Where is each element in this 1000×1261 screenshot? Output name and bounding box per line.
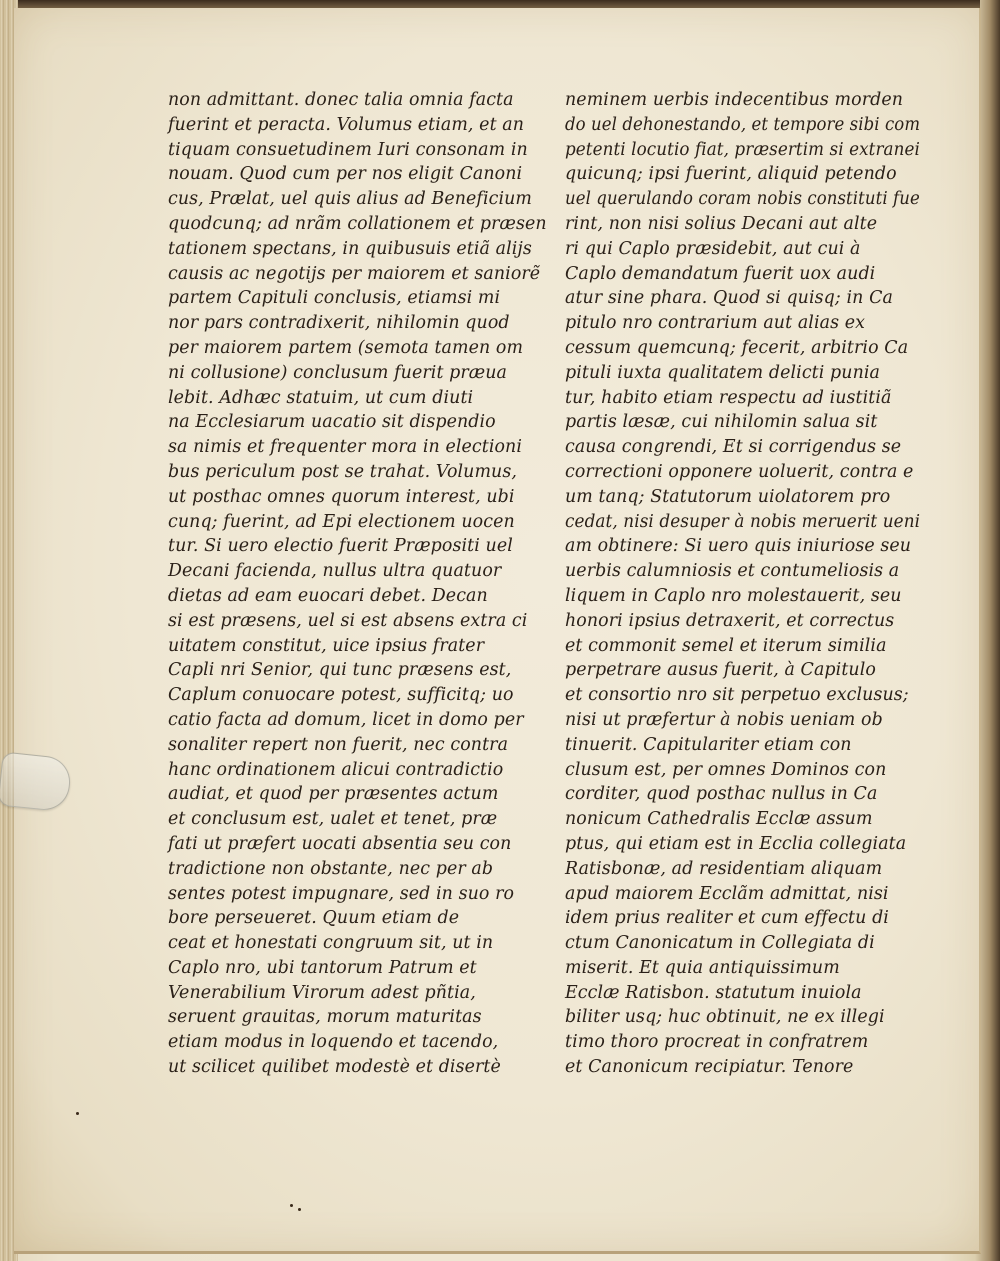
- text-line: Capli nri Senior, qui tunc præsens est,: [168, 660, 512, 681]
- text-line: causis ac negotijs per maiorem et saniorẽ: [168, 263, 541, 284]
- text-line: lebit. Adhæc statuim, ut cum diuti: [168, 387, 474, 408]
- text-line: Caplo nro, ubi tantorum Patrum et: [168, 957, 477, 978]
- text-line: Caplo demandatum fuerit uox audi: [565, 263, 876, 284]
- text-line: et commonit semel et iterum similia: [565, 635, 887, 656]
- text-line: pituli iuxta qualitatem delicti punia: [565, 362, 880, 383]
- text-line: ptus, qui etiam est in Ecclia collegiata: [565, 833, 907, 854]
- text-line: audiat, et quod per præsentes actum: [168, 784, 499, 805]
- text-line: causa congrendi, Et si corrigendus se: [565, 437, 902, 458]
- text-line: per maiorem partem (semota tamen om: [168, 337, 524, 358]
- text-line: seruent grauitas, morum maturitas: [168, 1007, 482, 1028]
- text-line: um tanq; Statutorum uiolatorem pro: [565, 486, 891, 507]
- text-line: et consortio nro sit perpetuo exclusus;: [565, 685, 909, 706]
- text-line: Caplum conuocare potest, sufficitq; uo: [168, 685, 514, 706]
- text-line: nor pars contradixerit, nihilomin quod: [168, 313, 510, 334]
- text-line: partis læsæ, cui nihilomin salua sit: [565, 412, 878, 433]
- text-line: ut scilicet quilibet modestè et disertè: [168, 1057, 501, 1078]
- text-line: cedat, nisi desuper à nobis meruerit ueni: [565, 511, 921, 532]
- text-line: fuerint et peracta. Volumus etiam, et an: [168, 114, 525, 135]
- text-line: non admittant. donec talia omnia facta: [168, 90, 514, 110]
- text-line: tiquam consuetudinem Iuri consonam in: [168, 139, 528, 160]
- text-line: si est præsens, uel si est absens extra ci: [168, 610, 528, 631]
- text-line: tradictione non obstante, nec per ab: [168, 858, 494, 879]
- text-line: perpetrare ausus fuerit, à Capitulo: [565, 660, 876, 681]
- text-line: am obtinere: Si uero quis iniuriose seu: [565, 536, 912, 557]
- text-line: quicunq; ipsi fuerint, aliquid petendo: [565, 164, 897, 185]
- text-line: sa nimis et frequenter mora in electioni: [168, 437, 523, 458]
- text-line: correctioni opponere uoluerit, contra e: [565, 461, 914, 482]
- text-line: na Ecclesiarum uacatio sit dispendio: [168, 412, 496, 433]
- text-line: nisi ut præfertur à nobis ueniam ob: [565, 709, 883, 730]
- text-line: corditer, quod posthac nullus in Ca: [565, 784, 878, 805]
- text-line: liquem in Caplo nro molestauerit, seu: [565, 585, 902, 606]
- text-line: cus, Prælat, uel quis alius ad Beneficium: [168, 189, 533, 210]
- text-line: ri qui Caplo præsidebit, aut cui à: [565, 238, 861, 259]
- text-line: ceat et honestati congruum sit, ut in: [168, 933, 494, 954]
- text-line: quodcunq; ad nrãm collationem et præsen: [168, 213, 547, 234]
- text-line: miserit. Et quia antiquissimum: [565, 957, 840, 978]
- text-line: Ratisbonæ, ad residentiam aliquam: [565, 858, 883, 879]
- text-line: clusum est, per omnes Dominos con: [565, 759, 887, 780]
- text-line: bus periculum post se trahat. Volumus,: [168, 461, 518, 482]
- text-line: hanc ordinationem alicui contradictio: [168, 759, 504, 780]
- text-line: et conclusum est, ualet et tenet, præ: [168, 809, 498, 830]
- text-line: fati ut præfert uocati absentia seu con: [168, 833, 512, 854]
- ink-speck: [290, 1204, 293, 1207]
- text-line: biliter usq; huc obtinuit, ne ex illegi: [565, 1007, 885, 1028]
- text-line: tinuerit. Capitulariter etiam con: [565, 734, 852, 755]
- text-line: atur sine phara. Quod si quisq; in Ca: [565, 288, 893, 309]
- text-line: pitulo nro contrarium aut alias ex: [565, 313, 866, 334]
- text-line: cunq; fuerint, ad Epi electionem uocen: [168, 511, 515, 532]
- text-line: honori ipsius detraxerit, et correctus: [565, 610, 895, 631]
- text-line: tationem spectans, in quibusuis etiã alijs: [168, 238, 532, 259]
- text-line: partem Capituli conclusis, etiamsi mi: [168, 288, 501, 309]
- text-line: Decani facienda, nullus ultra quatuor: [168, 561, 502, 582]
- text-line: uitatem constitut, uice ipsius frater: [168, 635, 485, 656]
- text-line: idem prius realiter et cum effectu di: [565, 908, 889, 929]
- text-line: neminem uerbis indecentibus morden: [565, 90, 904, 110]
- text-line: tur. Si uero electio fuerit Præpositi uel: [168, 536, 513, 557]
- text-line: do uel dehonestando, et tempore sibi com: [565, 114, 921, 135]
- text-line: rint, non nisi solius Decani aut alte: [565, 213, 878, 234]
- text-line: bore perseueret. Quum etiam de: [168, 908, 460, 929]
- text-line: sonaliter repert non fuerit, nec contra: [168, 734, 509, 755]
- text-line: apud maiorem Ecclãm admittat, nisi: [565, 883, 889, 904]
- ink-speck: [76, 1112, 79, 1115]
- text-line: Ecclæ Ratisbon. statutum inuiola: [565, 982, 862, 1003]
- text-line: tur, habito etiam respectu ad iustitiã: [565, 387, 892, 408]
- text-line: nonicum Cathedralis Ecclæ assum: [565, 809, 873, 830]
- text-line: etiam modus in loquendo et tacendo,: [168, 1032, 499, 1053]
- text-line: catio facta ad domum, licet in domo per: [168, 709, 524, 730]
- text-line: dietas ad eam euocari debet. Decan: [168, 585, 488, 606]
- text-line: Venerabilium Virorum adest pñtia,: [168, 982, 476, 1003]
- ink-speck: [298, 1208, 301, 1211]
- text-line: ut posthac omnes quorum interest, ubi: [168, 486, 515, 507]
- text-line: petenti locutio fiat, præsertim si extranei: [565, 139, 920, 160]
- right-text-column: [565, 88, 920, 1080]
- text-line: uerbis calumniosis et contumeliosis a: [565, 561, 900, 582]
- text-line: nouam. Quod cum per nos eligit Canoni: [168, 164, 523, 185]
- left-text-column: [168, 88, 548, 1080]
- text-line: sentes potest impugnare, sed in suo ro: [168, 883, 515, 904]
- text-line: ctum Canonicatum in Collegiata di: [565, 933, 875, 954]
- text-line: et Canonicum recipiatur. Tenore: [565, 1057, 854, 1078]
- text-line: timo thoro procreat in confratrem: [565, 1032, 869, 1053]
- text-line: cessum quemcunq; fecerit, arbitrio Ca: [565, 337, 909, 358]
- text-line: uel querulando coram nobis constituti fue: [565, 189, 920, 210]
- text-line: ni collusione) conclusum fuerit præua: [168, 362, 508, 383]
